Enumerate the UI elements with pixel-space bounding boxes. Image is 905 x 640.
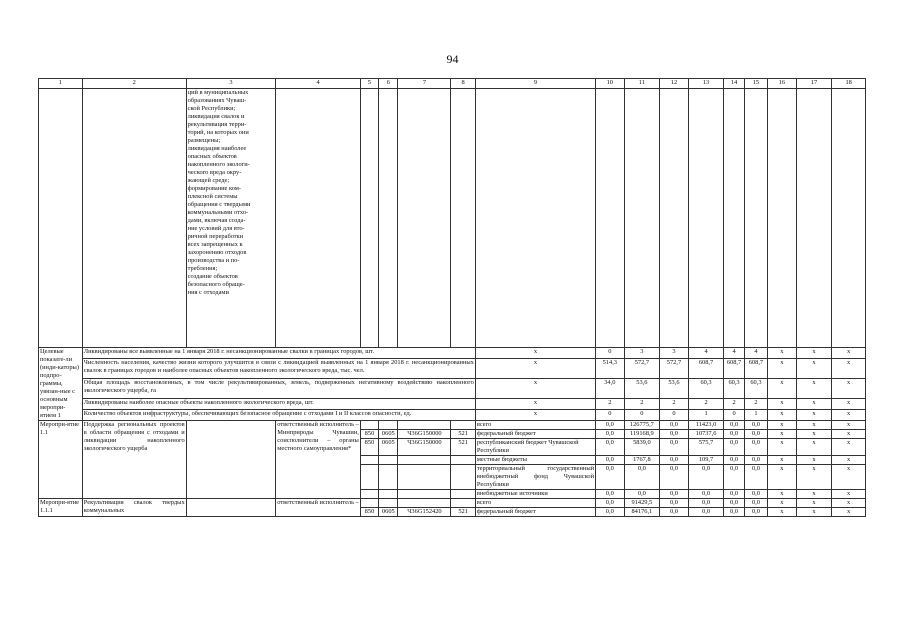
header-cell: 5	[360, 79, 378, 89]
indicator-cell: 0	[596, 348, 625, 359]
code-cell: 521	[451, 430, 475, 439]
funding-cell: 575,7	[688, 439, 724, 456]
indicator-cell: 0	[624, 410, 660, 421]
indicator-cell: x	[475, 348, 595, 359]
indicator-cell: 608,7	[688, 358, 724, 378]
indicator-text: Ликвидированы все выявленные на 1 января 2018 г. несанкционированные свалки в границах городов, шт.	[82, 348, 475, 359]
indicator-row	[39, 410, 866, 421]
header-cell: 8	[451, 79, 475, 89]
funding-cell: 0,0	[724, 465, 744, 490]
funding-cell: 0,0	[744, 465, 767, 490]
indicator-cell: 0	[596, 410, 625, 421]
funding-cell: 0,0	[660, 430, 689, 439]
header-cell: 18	[832, 79, 866, 89]
code-cell: 0605	[379, 439, 398, 456]
indicator-cell: x	[796, 358, 832, 378]
funding-source: всего	[475, 421, 595, 430]
indicator-cell: x	[832, 358, 866, 378]
indicator-cell: x	[768, 348, 797, 359]
program-table	[38, 78, 866, 517]
indicator-row	[39, 358, 866, 378]
indicator-cell: 2	[596, 399, 625, 410]
header-cell: 4	[276, 79, 361, 89]
header-cell: 9	[475, 79, 595, 89]
funding-cell: x	[768, 456, 797, 465]
funding-source: федеральный бюджет	[475, 508, 595, 517]
indicator-cell: 2	[744, 399, 767, 410]
indicator-cell: 4	[688, 348, 724, 359]
funding-cell: x	[832, 490, 866, 499]
indicator-text: Ликвидированы наиболее опасные объекты накопленного экологического вреда, шт.	[82, 399, 475, 410]
funding-cell: 109,7	[688, 456, 724, 465]
code-cell: Ч36G150000	[398, 439, 451, 456]
funding-cell: x	[832, 430, 866, 439]
indicator-cell: x	[475, 399, 595, 410]
target-block-label: Целевые показате-ли (инди-каторы) подпро-граммы, увязан-ные с основным меропри-ятием 1	[39, 348, 83, 421]
event-executor: ответственный исполнитель –	[276, 499, 361, 517]
funding-cell: 0,0	[596, 421, 625, 430]
funding-cell: 0,0	[596, 465, 625, 490]
funding-cell: 0,0	[688, 508, 724, 517]
header-cell: 2	[82, 79, 186, 89]
funding-cell: 0,0	[596, 508, 625, 517]
event-label: Меропри-ятие 1.1.1	[39, 499, 83, 517]
funding-cell: 0,0	[724, 499, 744, 508]
funding-cell: 0,0	[660, 490, 689, 499]
indicator-text: Количество объектов инфраструктуры, обеспечивающих безопасное обращение с отходами I и II классов опасности, ед.	[82, 410, 475, 421]
funding-cell: 0,0	[724, 508, 744, 517]
indicator-row	[39, 399, 866, 410]
indicator-cell: 3	[660, 348, 689, 359]
header-cell: 7	[398, 79, 451, 89]
indicator-cell: 4	[744, 348, 767, 359]
funding-cell: 0,0	[660, 508, 689, 517]
header-row	[39, 79, 866, 89]
indicator-cell: 2	[724, 399, 744, 410]
funding-cell: x	[796, 490, 832, 499]
indicator-cell: x	[475, 410, 595, 421]
measures-cell: ций в муниципальных образованиях Чуваш- ской Республики; ликвидация свалок и рекультивация терри- торий, на которых они размещены; ликвидация наиболее опасных объектов накопленного экологи- ческого вреда окру- жающей среде; формирование ком- плексной системы обращения с твердыми коммунальными отхо- дами, включая созда- ние условий для вто- ричной переработки всех запрещенных к захоронению отходов производства и по- требления; создание объектов безопасного обраще- ния с отходами	[186, 89, 276, 348]
event-name: Поддержка региональных проектов в области обращения с отходами и ликвидации накопленного экологического ущерба	[82, 421, 186, 499]
funding-cell: 0,0	[724, 456, 744, 465]
header-cell: 17	[796, 79, 832, 89]
event-executor: ответственный исполнитель – Минприроды Чувашии, соисполнители – органы местного самоуправления*	[276, 421, 361, 499]
indicator-cell: 1	[688, 410, 724, 421]
funding-cell: x	[796, 456, 832, 465]
funding-cell: x	[768, 430, 797, 439]
code-cell: 850	[360, 439, 378, 456]
indicator-cell: 1	[744, 410, 767, 421]
funding-cell: x	[796, 508, 832, 517]
header-cell: 12	[660, 79, 689, 89]
funding-cell: 84176,1	[624, 508, 660, 517]
indicator-cell: x	[832, 348, 866, 359]
funding-cell: 0,0	[744, 421, 767, 430]
funding-cell: 11423,0	[688, 421, 724, 430]
indicator-cell: 60,3	[724, 379, 744, 399]
indicator-cell: 53,6	[624, 379, 660, 399]
funding-cell: 5839,0	[624, 439, 660, 456]
funding-row	[39, 499, 866, 508]
funding-cell: x	[768, 508, 797, 517]
indicator-cell: x	[796, 348, 832, 359]
funding-cell: 0,0	[688, 499, 724, 508]
funding-cell: 10737,6	[688, 430, 724, 439]
indicator-row	[39, 348, 866, 359]
funding-cell: 0,0	[596, 456, 625, 465]
funding-cell: x	[768, 465, 797, 490]
indicator-cell: 34,0	[596, 379, 625, 399]
indicator-cell: 2	[624, 399, 660, 410]
code-cell: 0605	[379, 430, 398, 439]
funding-cell: 0,0	[596, 439, 625, 456]
funding-cell: x	[832, 465, 866, 490]
indicator-cell: 608,7	[724, 358, 744, 378]
funding-cell: x	[768, 499, 797, 508]
funding-cell: 0,0	[624, 465, 660, 490]
funding-cell: x	[796, 465, 832, 490]
event-label: Меропри-ятие 1.1	[39, 421, 83, 499]
funding-cell: 0,0	[660, 465, 689, 490]
indicator-cell: 3	[624, 348, 660, 359]
header-cell: 13	[688, 79, 724, 89]
funding-cell: 0,0	[688, 465, 724, 490]
indicator-cell: 53,6	[660, 379, 689, 399]
funding-cell: 119168,9	[624, 430, 660, 439]
funding-cell: 0,0	[624, 490, 660, 499]
funding-cell: 0,0	[744, 456, 767, 465]
funding-source: всего	[475, 499, 595, 508]
funding-row	[39, 421, 866, 430]
indicator-cell: x	[832, 410, 866, 421]
funding-cell: 0,0	[744, 490, 767, 499]
header-cell: 11	[624, 79, 660, 89]
indicator-cell: 514,3	[596, 358, 625, 378]
funding-cell: x	[796, 499, 832, 508]
page-number: 94	[446, 52, 459, 66]
indicator-cell: 2	[688, 399, 724, 410]
indicator-cell: x	[768, 410, 797, 421]
funding-cell: x	[796, 430, 832, 439]
indicator-cell: x	[475, 358, 595, 378]
funding-cell: 1767,8	[624, 456, 660, 465]
event-name: Рекультивация свалок твердых коммунальных	[82, 499, 186, 517]
funding-cell: x	[768, 490, 797, 499]
code-cell: 521	[451, 439, 475, 456]
code-cell: Ч36G150000	[398, 430, 451, 439]
funding-cell: 0,0	[596, 430, 625, 439]
funding-cell: 0,0	[724, 490, 744, 499]
funding-cell: 0,0	[660, 456, 689, 465]
indicator-cell: x	[796, 410, 832, 421]
indicator-row	[39, 379, 866, 399]
indicator-cell: 60,3	[688, 379, 724, 399]
header-cell: 15	[744, 79, 767, 89]
indicator-cell: 572,7	[660, 358, 689, 378]
funding-cell: 0,0	[744, 430, 767, 439]
funding-source: местные бюджеты	[475, 456, 595, 465]
funding-cell: 0,0	[724, 430, 744, 439]
funding-source: республиканский бюджет Чувашской Республики	[475, 439, 595, 456]
funding-cell: x	[832, 421, 866, 430]
funding-cell: 0,0	[688, 490, 724, 499]
indicator-cell: 0	[660, 410, 689, 421]
funding-cell: 0,0	[596, 499, 625, 508]
code-cell: 521	[451, 508, 475, 517]
funding-cell: 0,0	[596, 490, 625, 499]
funding-source: федеральный бюджет	[475, 430, 595, 439]
funding-cell: x	[832, 499, 866, 508]
code-cell: 850	[360, 508, 378, 517]
indicator-cell: 4	[724, 348, 744, 359]
indicator-cell: 0	[724, 410, 744, 421]
funding-cell: 0,0	[660, 439, 689, 456]
indicator-cell: x	[832, 379, 866, 399]
funding-cell: x	[832, 508, 866, 517]
funding-cell: 126775,7	[624, 421, 660, 430]
funding-cell: 0,0	[724, 439, 744, 456]
indicator-cell: x	[796, 399, 832, 410]
indicator-cell: 2	[660, 399, 689, 410]
header-cell: 3	[186, 79, 276, 89]
funding-cell: x	[768, 421, 797, 430]
funding-cell: 0,0	[744, 508, 767, 517]
funding-cell: 0,0	[744, 499, 767, 508]
code-cell: 0605	[379, 508, 398, 517]
funding-cell: x	[768, 439, 797, 456]
indicator-cell: 60,3	[744, 379, 767, 399]
indicator-cell: x	[796, 379, 832, 399]
funding-cell: 0,0	[724, 421, 744, 430]
indicator-cell: x	[768, 399, 797, 410]
funding-cell: 0,0	[660, 421, 689, 430]
header-cell: 10	[596, 79, 625, 89]
indicator-cell: 572,7	[624, 358, 660, 378]
funding-cell: 0,0	[660, 499, 689, 508]
code-cell: Ч36G152420	[398, 508, 451, 517]
indicator-text: Общая площадь восстановленных, в том числе рекультивированных, земель, подверженных негативному воздействию накопленного экологического ущерба, га	[82, 379, 475, 399]
funding-cell: 0,0	[744, 439, 767, 456]
funding-cell: x	[796, 421, 832, 430]
code-cell: 850	[360, 430, 378, 439]
funding-source: территориальный государственный внебюджетный фонд Чувашской Республики	[476, 465, 595, 488]
funding-cell: x	[796, 439, 832, 456]
header-cell: 14	[724, 79, 744, 89]
measures-row	[39, 89, 866, 348]
indicator-cell: x	[768, 379, 797, 399]
funding-cell: x	[832, 439, 866, 456]
funding-cell: 91429,5	[624, 499, 660, 508]
indicator-cell: x	[475, 379, 595, 399]
indicator-cell: x	[768, 358, 797, 378]
funding-source: внебюджетные источники	[475, 490, 595, 499]
indicator-cell: 608,7	[744, 358, 767, 378]
indicator-cell: x	[832, 399, 866, 410]
header-cell: 16	[768, 79, 797, 89]
funding-cell: x	[832, 456, 866, 465]
header-cell: 1	[39, 79, 83, 89]
header-cell: 6	[379, 79, 398, 89]
indicator-text: Численность населения, качество жизни которого улучшится в связи с ликвидацией выявленных на 1 января 2018 г. несанкционированных свалок в границах городов и наиболее опасных объектов накопленного экологического вреда, тыс. чел.	[82, 358, 475, 378]
